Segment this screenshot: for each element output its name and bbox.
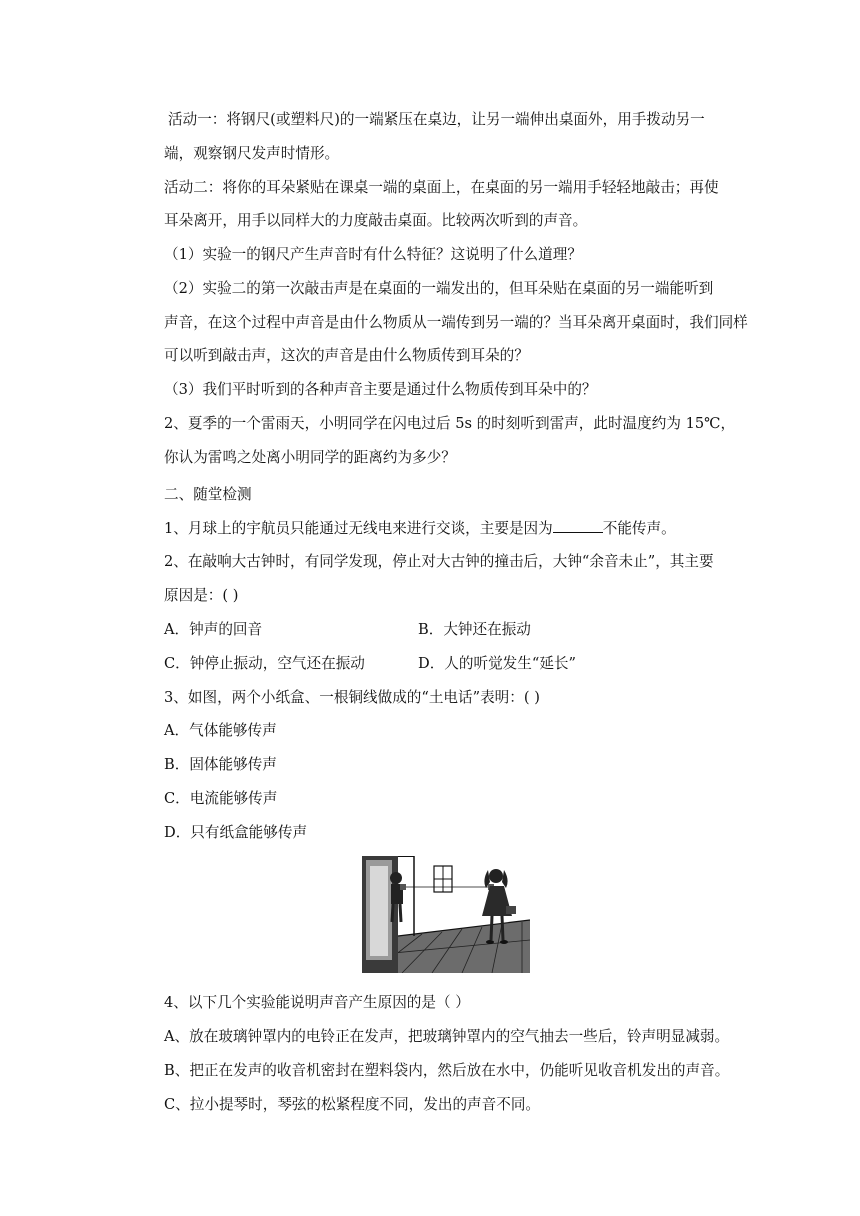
question-1: （1）实验一的钢尺产生声音时有什么特征？这说明了什么道理？ (164, 246, 582, 263)
activity1-line1: 活动一：将钢尺(或塑料尺)的一端紧压在桌边，让另一端伸出桌面外，用手拨动另一 (168, 111, 705, 128)
question-2-line3: 可以听到敲击声，这次的声音是由什么物质传到耳朵的？ (164, 347, 529, 364)
check-q3-option-d: D．只有纸盒能够传声 (164, 824, 308, 841)
check-q4-option-a: A、放在玻璃钟罩内的电铃正在发声，把玻璃钟罩内的空气抽去一些后，铃声明显减弱。 (164, 1028, 730, 1045)
activity1-line2: 端，观察钢尺发声时情形。 (164, 145, 340, 162)
check-q3-option-b: B．固体能够传声 (164, 756, 277, 773)
question-2-line1: （2）实验二的第一次敲击声是在桌面的一端发出的，但耳朵贴在桌面的另一端能听到 (164, 280, 714, 297)
check-q2-line2: 原因是：( ) (164, 587, 239, 604)
check-q3-option-c: C．电流能够传声 (164, 790, 278, 807)
check-q4-option-c: C、拉小提琴时，琴弦的松紧程度不同，发出的声音不同。 (164, 1096, 541, 1113)
check-q2-option-c: C．钟停止振动，空气还在振动 (164, 655, 365, 672)
question-3: （3）我们平时听到的各种声音主要是通过什么物质传到耳朵中的？ (164, 381, 597, 398)
check-q3-option-a: A．气体能够传声 (164, 722, 277, 739)
activity2-line1: 活动二：将你的耳朵紧贴在课桌一端的桌面上，在桌面的另一端用手轻轻地敲击；再使 (164, 179, 719, 196)
check-q2-option-b: B．大钟还在振动 (418, 621, 531, 638)
problem-2-line1: 2、夏季的一个雷雨天，小明同学在闪电过后 5s 的时刻听到雷声，此时温度约为 15℃， (164, 415, 736, 432)
check-q1-text-before: 1、月球上的宇航员只能通过无线电来进行交谈，主要是因为 (164, 520, 553, 537)
check-q2-line1: 2、在敲响大古钟时，有同学发现，停止对大古钟的撞击后，大钟“余音未止”，其主要 (164, 553, 714, 570)
activity2-line2: 耳朵离开，用手以同样大的力度敲击桌面。比较两次听到的声音。 (164, 212, 588, 229)
check-q3-stem: 3、如图，两个小纸盒、一根铜线做成的“土电话”表明：( ) (164, 689, 540, 706)
check-q4-option-b: B、把正在发声的收音机密封在塑料袋内，然后放在水中，仍能听见收音机发出的声音。 (164, 1062, 730, 1079)
string-telephone-illustration (362, 856, 530, 973)
check-q4-stem: 4、以下几个实验能说明声音产生原因的是（ ） (164, 994, 470, 1011)
problem-2-line2: 你认为雷鸣之处离小明同学的距离约为多少？ (164, 449, 456, 466)
check-q1 (164, 518, 676, 539)
check-q2-option-d: D．人的听觉发生“延长” (418, 655, 576, 672)
answer-blank[interactable] (553, 518, 603, 533)
section-heading: 二、随堂检测 (164, 486, 252, 503)
check-q2-option-a: A．钟声的回音 (164, 621, 263, 638)
check-q1-text-after: 不能传声。 (602, 520, 676, 537)
question-2-line2: 声音，在这个过程中声音是由什么物质从一端传到另一端的？当耳朵离开桌面时，我们同样 (164, 314, 748, 331)
